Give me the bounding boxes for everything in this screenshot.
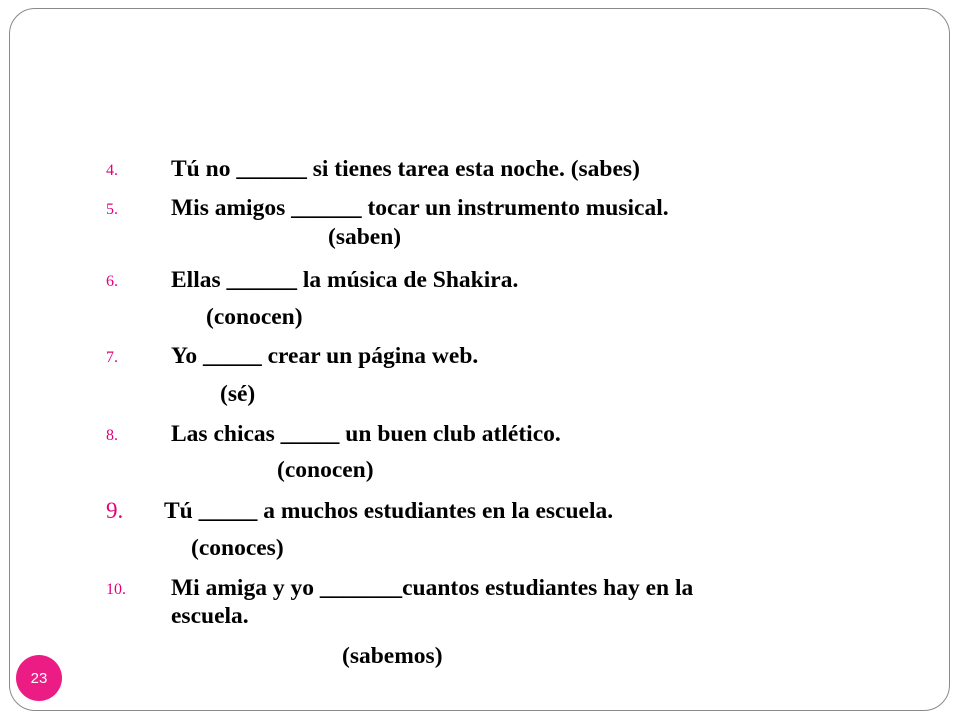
item-text-10-continued: escuela. <box>171 603 249 629</box>
item-answer-8: (conocen) <box>277 457 374 483</box>
item-text-7: Yo _____ crear un página web. <box>171 343 479 369</box>
page-number-badge: 23 <box>16 655 62 701</box>
item-text-8: Las chicas _____ un buen club atlético. <box>171 421 561 447</box>
item-text-5: Mis amigos ______ tocar un instrumento musical. <box>171 195 669 221</box>
item-answer-7: (sé) <box>220 381 256 407</box>
item-text-4: Tú no ______ si tienes tarea esta noche. (sabes) <box>171 156 640 182</box>
item-number-9: 9. <box>106 498 124 523</box>
item-number-4: 4. <box>106 162 118 179</box>
item-number-8: 8. <box>106 427 118 444</box>
item-number-5: 5. <box>106 201 118 218</box>
item-answer-6: (conocen) <box>206 304 303 330</box>
item-number-7: 7. <box>106 349 118 366</box>
item-text-10: Mi amiga y yo _______cuantos estudiantes hay en la <box>171 575 694 601</box>
item-number-10: 10. <box>106 581 126 598</box>
item-answer-9: (conoces) <box>191 535 284 561</box>
item-text-9: Tú _____ a muchos estudiantes en la escuela. <box>164 498 614 524</box>
item-answer-10: (sabemos) <box>342 643 443 669</box>
item-number-6: 6. <box>106 273 118 290</box>
item-text-6: Ellas ______ la música de Shakira. <box>171 267 519 293</box>
item-answer-5: (saben) <box>328 224 402 250</box>
